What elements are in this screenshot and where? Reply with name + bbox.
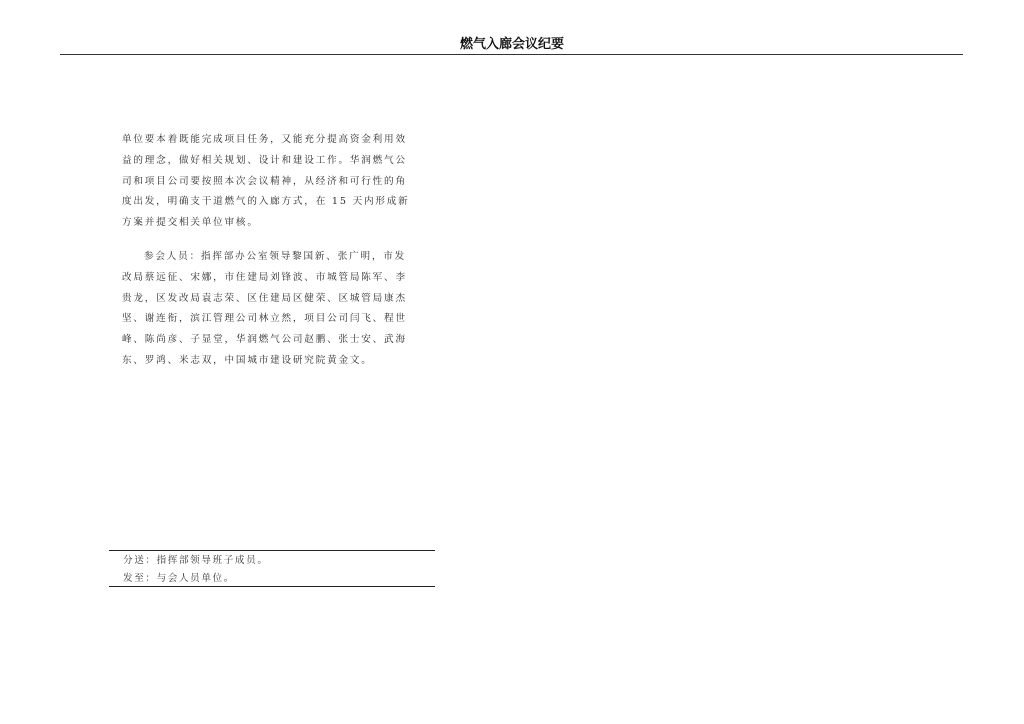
- header-divider: [60, 54, 963, 55]
- footer-divider-top: [109, 550, 435, 551]
- distribution-line: 分送：指挥部领导班子成员。: [123, 555, 269, 566]
- issued-to-line: 发至：与会人员单位。: [123, 573, 235, 584]
- body-paragraph-decision: 单位要本着既能完成项目任务，又能充分提高资金利用效益的理念，做好相关规划、设计和建设工作。华润燃气公司和项目公司要按照本次会议精神，从经济和可行性的角度出发，明确支干道燃气的入廊方式，在 15 天内形成新方案并提交相关单位审核。: [122, 134, 410, 229]
- footer-divider-bottom: [109, 586, 435, 587]
- body-paragraph-attendees: 参会人员：指挥部办公室领导黎国新、张广明，市发改局蔡远征、宋娜，市住建局刘锋波、市城管局陈军、李贵龙，区发改局袁志荣、区住建局区健荣、区城管局康杰坚、谢连衔，滨江管理公司林立然，项目公司闫飞、程世峰、陈尚彦、子显堂，华润燃气公司赵鹏、张士安、武海东、罗鸿、米志双，中国城市建设研究院黄金文。: [122, 251, 407, 366]
- page-title: 燃气入廊会议纪要: [459, 37, 564, 52]
